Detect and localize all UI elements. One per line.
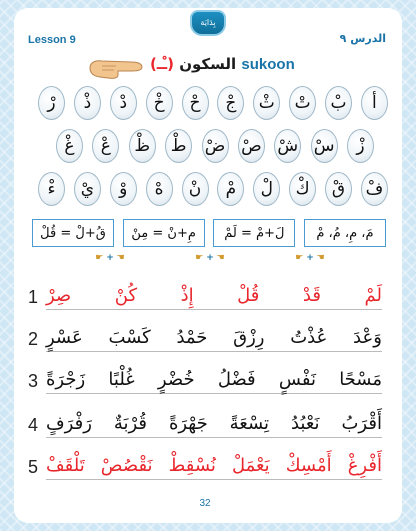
book-logo: بِدَايَة xyxy=(190,10,226,36)
line-words xyxy=(46,327,382,352)
letter-bubble: سْ xyxy=(311,129,338,163)
hint-row xyxy=(60,253,360,265)
letter-bubble: هْ xyxy=(146,172,173,206)
line-words xyxy=(46,369,382,394)
letter-row-1 xyxy=(38,86,388,122)
pointing-hand-icon xyxy=(88,56,144,80)
letter-bubble: غْ xyxy=(56,129,83,163)
line-number: 5 xyxy=(28,456,39,477)
reading-word: عَسْرٍ xyxy=(46,326,83,348)
rule-box: قُ+لْ = قُلْ xyxy=(32,219,114,247)
hint: ☛ + ☚ xyxy=(195,253,225,263)
reading-word: تِسْعَةً xyxy=(229,412,270,434)
reading-word: قُلْ xyxy=(237,284,260,306)
reading-word: حَمْدُ xyxy=(176,326,208,348)
rule-box: مَ، مِ، مُ، مْ xyxy=(304,219,386,247)
reading-word: كُنْ xyxy=(114,284,138,306)
reading-word: قُرْبَةٌ xyxy=(113,412,148,434)
reading-word: صِرْ xyxy=(46,284,72,306)
hint: ☛ + ☚ xyxy=(295,253,325,263)
letter-bubble: شْ xyxy=(274,129,301,163)
letter-bubble: خْ xyxy=(146,86,173,120)
letter-bubble: دْ xyxy=(110,86,137,120)
reading-word: أَفْرِغْ xyxy=(347,454,382,476)
letter-bubble: صْ xyxy=(238,129,265,163)
letter-bubble: ضْ xyxy=(202,129,229,163)
reading-word: لَمْ xyxy=(364,284,382,306)
letter-bubble: طْ xyxy=(165,129,192,163)
lesson-number-english: Lesson 9 xyxy=(28,34,76,46)
letter-bubble: قْ xyxy=(325,172,352,206)
letter-bubble: بْ xyxy=(325,86,352,120)
letter-bubble: مْ xyxy=(217,172,244,206)
reading-word: نَعْبُدُ xyxy=(290,412,320,434)
rule-boxes xyxy=(32,219,386,249)
reading-line-3 xyxy=(28,365,382,397)
reading-word: رَفْرَفٍ xyxy=(46,412,92,434)
title-arabic: السكون xyxy=(179,55,237,73)
reading-word: وَعْدَ xyxy=(353,326,382,348)
reading-word: أَمْسِكْ xyxy=(285,454,332,476)
hint: ☛ + ☚ xyxy=(95,253,125,263)
reading-word: نَقْصُصْ xyxy=(100,454,153,476)
line-words xyxy=(46,285,382,310)
line-number: 1 xyxy=(28,286,39,307)
reading-word: زَجْرَةً xyxy=(46,368,86,390)
letter-bubble: وْ xyxy=(110,172,137,206)
letter-bubble: تْ xyxy=(289,86,316,120)
reading-word: تَلْقَفْ xyxy=(46,454,85,476)
letter-bubble: حْ xyxy=(182,86,209,120)
letter-bubble: ظْ xyxy=(129,129,156,163)
letter-bubble: يْ xyxy=(74,172,101,206)
reading-line-2 xyxy=(28,323,382,355)
line-words xyxy=(46,413,382,438)
lesson-number-arabic: الدرس ٩ xyxy=(339,32,386,45)
reading-word: غُلْبًا xyxy=(108,368,135,390)
reading-word: قَدْ xyxy=(302,284,321,306)
letter-row-2 xyxy=(56,129,374,165)
line-number: 2 xyxy=(28,328,39,349)
reading-word: نَفْسٍ xyxy=(278,368,316,390)
reading-word: رِزْقَ xyxy=(233,326,265,348)
letter-bubble: جْ xyxy=(217,86,244,120)
letter-row-3 xyxy=(38,172,388,208)
reading-word: فَضْلُ xyxy=(217,368,256,390)
line-number: 4 xyxy=(28,414,39,435)
reading-line-4 xyxy=(28,409,382,441)
letter-bubble: لْ xyxy=(253,172,280,206)
title-mark: (ـْـ) xyxy=(150,55,174,73)
letter-bubble: عْ xyxy=(92,129,119,163)
reading-word: يَعْمَلْ xyxy=(231,454,270,476)
reading-word: مَسْحًا xyxy=(339,368,382,390)
reading-word: خُضْرٍ xyxy=(157,368,195,390)
reading-word: عُذْتُ xyxy=(290,326,328,348)
line-words xyxy=(46,455,382,480)
rule-box: مِ+نْ = مِنْ xyxy=(123,219,205,247)
reading-word: كَسْبَ xyxy=(108,326,151,348)
reading-line-5 xyxy=(28,451,382,483)
letter-bubble: ءْ xyxy=(38,172,65,206)
lesson-title xyxy=(150,55,295,73)
reading-word: نُسْقِطْ xyxy=(168,454,216,476)
letter-bubble: أ xyxy=(361,86,388,120)
letter-bubble: فْ xyxy=(361,172,388,206)
rule-box: لَ+مْ = لَمْ xyxy=(213,219,295,247)
letter-bubble: نْ xyxy=(182,172,209,206)
letter-bubble: كْ xyxy=(289,172,316,206)
reading-word: جَهْرَةً xyxy=(168,412,208,434)
letter-bubble: ذْ xyxy=(74,86,101,120)
letter-bubble: ثْ xyxy=(253,86,280,120)
reading-word: أَقْرَبُ xyxy=(341,412,382,434)
line-number: 3 xyxy=(28,370,39,391)
letter-bubble: زْ xyxy=(347,129,374,163)
letter-bubble: رْ xyxy=(38,86,65,120)
title-english: sukoon xyxy=(241,56,295,73)
reading-line-1 xyxy=(28,281,382,313)
page-number: 32 xyxy=(199,498,211,509)
reading-word: إِذْ xyxy=(180,284,194,306)
